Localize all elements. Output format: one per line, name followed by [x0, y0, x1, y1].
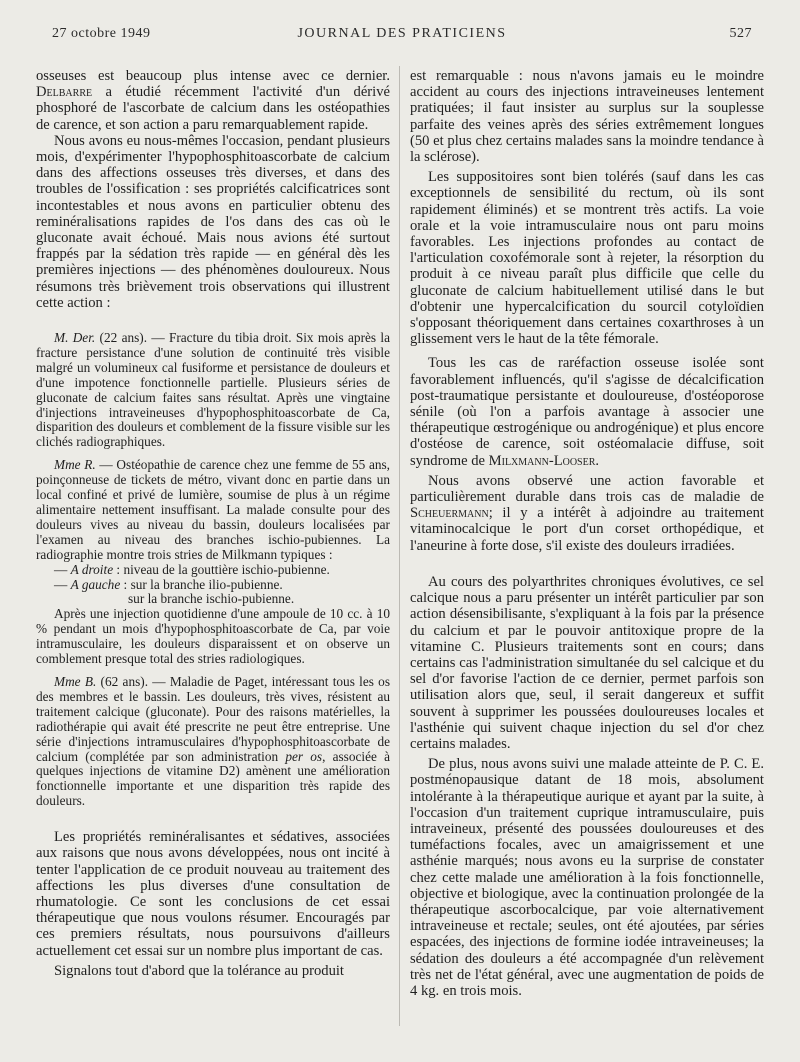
page-number: 527: [729, 26, 752, 41]
text-run: ; il y a intérêt à adjoindre au traitement vitaminocalcique le port d'un corset orthopédique, et l'aneurine à forte dose, s'il existe des douleurs irradiées.: [410, 505, 764, 554]
disease-name: Scheuermann: [410, 505, 489, 522]
text-run: —: [54, 561, 71, 577]
paragraph-scheuermann: [410, 473, 764, 554]
observation-2: [36, 458, 390, 562]
text-run: , associée à quelques injections de vitamine D2) amènent une amélioration fonctionnelle importante et une disparition très rapide des douleurs.: [36, 748, 390, 809]
page-header: [52, 26, 752, 46]
observation-1: [36, 331, 390, 450]
text-run: — Ostéopathie de carence chez une femme de 55 ans, poinçonneuse de tickets de métro, vivant donc en partie dans un local confiné et privé de lumière, soumise de plus à un régime alimentaire nettement insuffisant. La malade consulte pour des douleurs vives au niveau du bassin, douleurs localisées par l'examen au niveau des branches ischio-pubiennes. La radiographie montre trois stries de Milkmann typiques :: [36, 457, 390, 562]
observation-3: [36, 675, 390, 809]
paragraph-suppositories: Les suppositoires sont bien tolérés (sauf dans les cas exceptionnels de sensibilité du rectum, où ils sont rapidement éliminés) et se montrent très actifs. La voie orale et la voie intramusculaire nous ont paru moins favorables. Les injections profondes au contact de l'articulation coxofémorale sont à rejeter, la résorption du produit à ce niveau paraît plus difficile que celle du gluconate de calcium habituellement utilisé dans le but d'obtenir une hypercalcification du sourcil cotyloïdien s'opposant théoriquement dans certaines coxarthroses à un glissement vers le haut de la tête fémorale.: [410, 169, 764, 348]
column-divider: [399, 66, 400, 1026]
syndrome-name: Milxmann-Looser: [488, 452, 596, 469]
side-label: A gauche: [70, 576, 121, 592]
patient-name: Mme R.: [54, 457, 96, 473]
journal-title: JOURNAL DES PRATICIENS: [297, 26, 507, 41]
latin-term: per os: [285, 748, 323, 764]
paragraph-case-pce: De plus, nous avons suivi une malade atteinte de P. C. E. postménopausique datant de 18 mois, absolument intolérante à la thérapeutique aurique et ayant par la suite, à l'occasion d'un traitement cuprique intramusculaire, puis intraveineux, présenté des poussées douloureuses et des tuméfactions focales, avec un amaigrissement et une asthénie marqués; nous avons eu la surprise de constater chez cette malade une amélioration à la fois fonctionnelle, objective et biologique, avec la continuation prolongée de la thérapeutique ascorbocalcique, par voie alternativement intraveineuse et rectale; seules, ont été ajoutées, par séries espacées, des injections de formine iodée intraveineuses; la sédation des douleurs a été accompagnée d'un relèvement très net de l'état général, avec une augmentation de poids de 4 kg. en trois mois.: [410, 756, 764, 999]
text-run: (22 ans). — Fracture du tibia droit. Six mois après la fracture persistance d'une solution de continuité très visible malgré un volumineux cal fusiforme et persistance de douleurs et d'une impotence fonctionnelle partielle. Plusieurs séries de gluconate de calcium faites sans résultat. Après une vingtaine d'injections intraveineuses d'hypophosphitoascorbate de Ca, disparition des douleurs et comblement de la fissure visible sur les clichés radiographiques.: [36, 330, 390, 450]
paragraph-delbarre: [36, 68, 390, 133]
text-run: osseuses est beaucoup plus intense avec ce dernier.: [36, 68, 390, 84]
paragraph-polyarthritis: Au cours des polyarthrites chroniques évolutives, ce sel calcique nous a paru présenter un intérêt particulier par son action désensibilisante, s'expliquant à la fois par la présence du calcium et par le pouvoir antitoxique propre de la vitamine C. Plusieurs traitements sont en cours; dans certains cas l'administration simultanée du sel calcique et du sel d'or favorise l'action de ce dernier, permet parfois son utilisation alors que, seul, il serait dangereux et suffit souvent à supprimer les poussées douloureuses locales et l'asthénie qui suivent chaque injection du sel d'or chez certains malades.: [410, 573, 764, 752]
paragraph-injections: est remarquable : nous n'avons jamais eu le moindre accident au cours des injections intraveineuses lentement pratiquées; il faut insister au surplus sur la souplesse parfaite des veines après des séries extrêmement longues (50 et plus chez certains malades sans la moindre tendance à la sclérose).: [410, 68, 764, 166]
paragraph-experience: Nous avons eu nous-mêmes l'occasion, pendant plusieurs mois, d'expérimenter l'hypophosphitoascorbate de calcium dans des affections osseuses très diverses, et dans des troubles de l'ossification : ses propriétés calcificatrices sont incontestables et nous avons en particulier obtenu des reminéralisations rapides de l'os dans des cas où le gluconate avait échoué. Mais nous avions été surtout frappés par la sédation très rapide — en général dès les premières injections — des phénomènes douloureux. Nous résumons très brièvement trois observations qui illustrent cette action :: [36, 132, 390, 311]
text-run: .: [595, 452, 600, 469]
text-run: Nous avons observé une action favorable et particulièrement durable dans trois cas de maladie de: [410, 472, 764, 506]
paragraph-tolerance: Signalons tout d'abord que la tolérance au produit: [54, 962, 344, 979]
list-item: [54, 563, 390, 578]
paragraph-rarefaction: [410, 355, 764, 468]
text-run: : sur la branche ilio-pubienne.: [120, 576, 283, 592]
paragraph-properties: Les propriétés reminéralisantes et sédatives, associées aux raisons que nous avons développées, nous ont incité à tenter l'application de ce produit nouveau au traitement des affections les plus diverses d'une consultation de rhumatologie. Ce sont les conclusions de cet essai thérapeutique que nous voulons résumer. Encouragés par ces premiers résultats, nous poursuivons d'ailleurs actuellement cet essai sur un nombre plus important de cas.: [36, 829, 390, 959]
patient-name: M. Der.: [54, 330, 96, 346]
striae-list: [54, 563, 390, 608]
observation-2-outcome: Après une injection quotidienne d'une ampoule de 10 cc. à 10 % pendant un mois d'hypophosphitoascorbate de Ca, par voie intramusculaire, les douleurs disparaissent et on observe un comblement presque total des stries radiologiques.: [36, 606, 390, 667]
text-run: a étudié récemment l'activité d'un dérivé phosphoré de l'ascorbate de calcium dans les ostéopathies de carence, et son action a paru remarquablement rapide.: [36, 84, 390, 133]
text-run: : niveau de la gouttière ischio-pubienne.: [113, 561, 330, 577]
author-name: Delbarre: [36, 84, 93, 101]
list-item: sur la branche ischio-pubienne.: [128, 591, 295, 607]
text-run: —: [54, 576, 71, 592]
right-column: [410, 68, 764, 1048]
list-item: [54, 578, 390, 593]
issue-date: 27 octobre 1949: [52, 26, 151, 41]
text-run: Tous les cas de raréfaction osseuse isolée sont favorablement influencés, qu'il s'agisse de décalcification post-traumatique persistante et douloureuse, d'ostéoporose sénile (où l'on a parfois avantage à associer une thérapeutique œstrogénique ou androgénique) et plus encore d'ostéose de carence, soit ostéomalacie diffuse, soit syndrome de: [410, 355, 764, 469]
text-run: (62 ans). — Maladie de Paget, intéressant tous les os des membres et le bassin. Les douleurs, très vives, résistent au traitement calcique (gluconate). Pour des raisons matérielles, la radiothérapie qui avait été prescrite ne peut être entreprise. Une série d'injections intramusculaires d'hypophosphitoascorbate de calcium (complétée par son administration: [36, 673, 390, 764]
patient-name: Mme B.: [54, 673, 97, 689]
side-label: A droite: [70, 561, 114, 577]
left-column: [36, 68, 390, 1048]
